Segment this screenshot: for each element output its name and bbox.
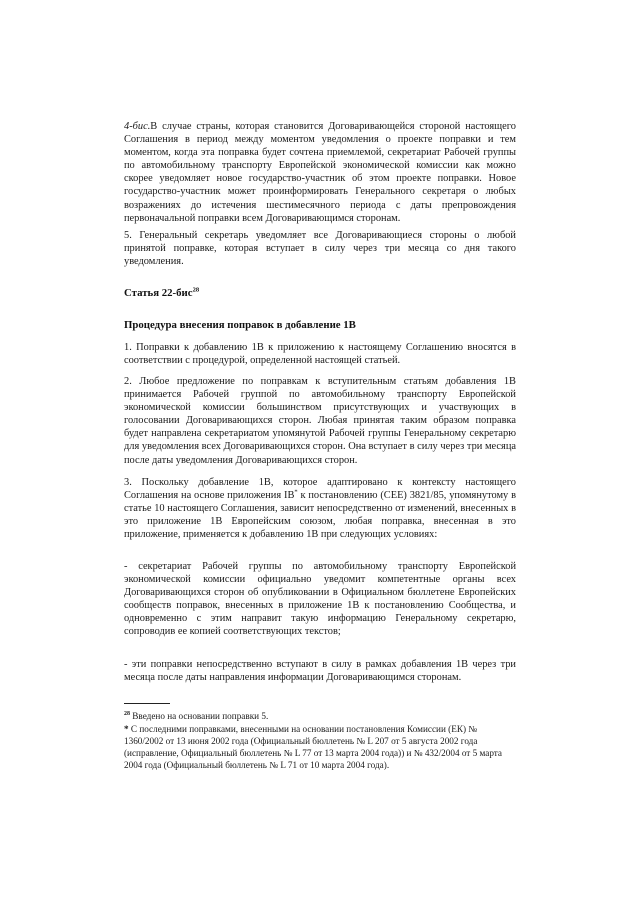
footnote-28 bbox=[124, 710, 516, 722]
paragraph-3-footnote-mark: * bbox=[294, 488, 298, 496]
paragraph-2: 2. Любое предложение по поправкам к вступительным статьям добавления 1В принимается Рабочей группой по автомобильному транспорту Европейской экономической комиссии большинством присутствующих и участвующих в голосовании Договаривающихся сторон. Любая принятая таким образом поправка будет направлена секретариатом упомянутой Рабочей группы Генеральному секретарю для уведомления всех Договаривающихся сторон. Она вступает в силу через три месяца после даты уведомления Договаривающихся сторон. bbox=[124, 376, 516, 466]
paragraph-3-text-end: к постановлению (СЕЕ) 3821/85, упомянутому в статье 10 настоящего Соглашения, зависит непосредственно от изменений, внесенных в это приложение 1В Европейским союзом, любая поправка, внесенная в это приложение, применяется к добавлению 1В при следующих условиях: bbox=[124, 490, 517, 541]
paragraph-4bis-lead: 4-бис. bbox=[124, 121, 151, 132]
article-title-text: Статья 22-бис bbox=[124, 287, 193, 299]
footnote-star bbox=[124, 723, 516, 771]
footnote-separator bbox=[124, 703, 170, 704]
footnote-star-text: С последними поправками, внесенными на основании постановления Комиссии (ЕК) № 1360/2002 от 13 июня 2002 года (Официальный бюллетень № L 207 от 5 августа 2002 года (исправление, Официальный бюллетень № L 77 от 13 марта 2004 года)) и № 432/2004 от 5 марта 2004 года (Официальный бюллетень № L 71 от 10 марта 2004 года). bbox=[124, 724, 503, 770]
paragraph-4bis bbox=[124, 120, 516, 225]
bullet-item-1: - секретариат Рабочей группы по автомобильному транспорту Европейской экономической комиссии официально уведомит компетентные органы всех Договаривающихся сторон об опубликовании в Официальном бюллетене Европейских сообществ поправок, внесенных в приложение 1В к постановлению Сообщества, и одновременно с этим направит такую информацию Генеральному секретарю, сопроводив ее копией соответствующих текстов; bbox=[124, 561, 516, 638]
bullet-item-2: - эти поправки непосредственно вступают в силу в рамках добавления 1В через три месяца после даты направления информации Договаривающимся сторонам. bbox=[124, 659, 516, 684]
paragraph-4bis-text: В случае страны, которая становится Договаривающейся стороной настоящего Соглашения в период между моментом уведомления о проекте поправки и тем моментом, когда эта поправка будет сочтена приемлемой, секретариат Рабочей группы по автомобильному транспорту Европейской экономической комиссии как можно скорее уведомляет новое государство-участник об этом проекте поправки. Новое государство-участник может проинформировать Генерального секретаря о любых возражениях до истечения шестимесячного периода с даты препровождения первоначальной поправки всем Договаривающимся сторонам. bbox=[124, 121, 516, 224]
footnote-star-mark: * bbox=[124, 724, 129, 734]
article-footnote-mark: 28 bbox=[192, 286, 200, 294]
footnote-28-mark: 28 bbox=[124, 710, 130, 717]
footnote-28-text: Введено на основании поправки 5. bbox=[130, 711, 269, 721]
article-title bbox=[124, 287, 199, 299]
paragraph-3-text-start: 3. Поскольку добавление 1В, которое адаптировано к контексту настоящего Соглашения на основе приложения IB bbox=[124, 477, 516, 502]
procedure-title: Процедура внесения поправок в добавление 1В bbox=[124, 319, 356, 331]
paragraph-3 bbox=[124, 476, 516, 541]
paragraph-5: 5. Генеральный секретарь уведомляет все Договаривающиеся стороны о любой принятой поправке, которая вступает в силу через три месяца со дня такого уведомления. bbox=[124, 230, 516, 268]
paragraph-1: 1. Поправки к добавлению 1В к приложению к настоящему Соглашению вносятся в соответствии с процедурой, определенной настоящей статьей. bbox=[124, 342, 516, 367]
